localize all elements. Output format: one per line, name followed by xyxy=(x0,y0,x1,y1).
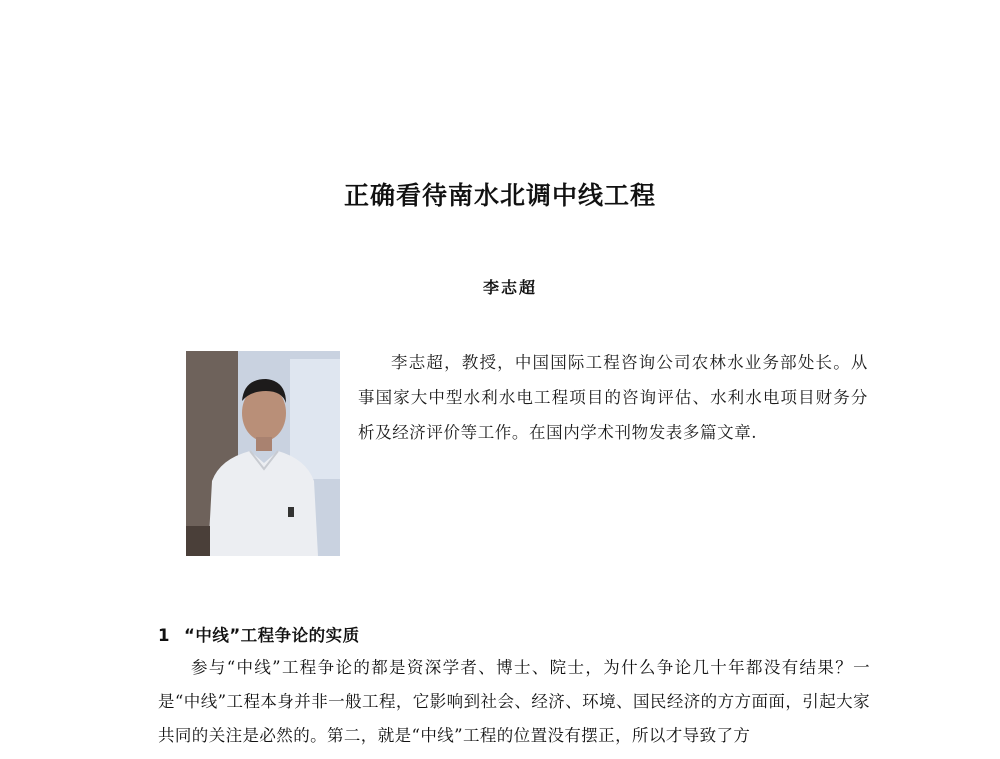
section-number: 1 xyxy=(158,626,170,645)
author-name: 李志超 xyxy=(482,278,537,297)
article-title: 正确看待南水北调中线工程 xyxy=(343,181,656,210)
section-title: “中线”工程争论的实质 xyxy=(183,626,360,645)
section-heading xyxy=(158,622,360,646)
author-bio: 李志超，教授，中国国际工程咨询公司农林水业务部处长。从事国家大中型水利水电工程项目的咨询评估、水利水电项目财务分析及经济评价等工作。在国内学术刊物发表多篇文章. xyxy=(358,353,868,442)
author-photo xyxy=(186,351,340,556)
body-paragraph: 参与“中线”工程争论的都是资深学者、博士、院士，为什么争论几十年都没有结果？一是“中线”工程本身并非一般工程，它影响到社会、经济、环境、国民经济的方方面面，引起大家共同的关注是必然的。第二，就是“中线”工程的位置没有摆正，所以才导致了方 xyxy=(158,658,870,745)
